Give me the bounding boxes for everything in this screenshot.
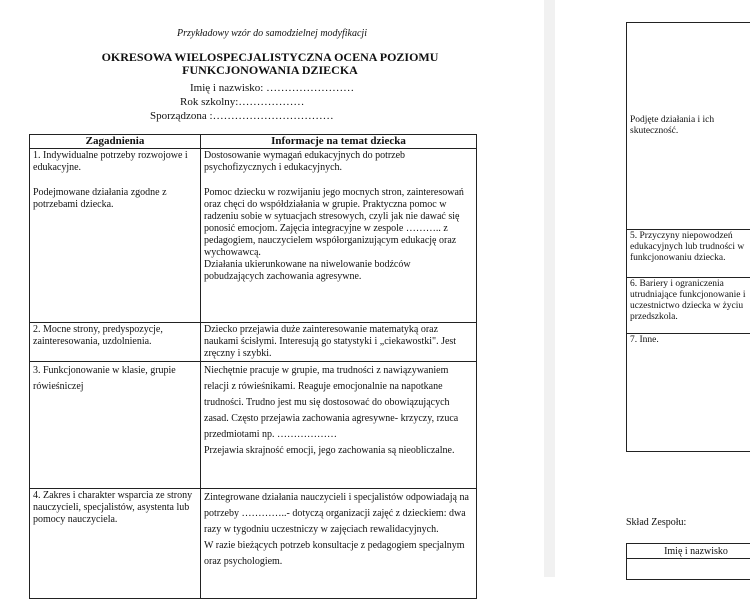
topic-cell <box>30 149 201 323</box>
topic-cell <box>30 489 201 599</box>
table-row <box>627 23 750 230</box>
table-row <box>30 323 477 362</box>
barriers-cell: 6. Bariery i ograniczenia utrudniające funkcjonowanie i uczestnictwo dziecka w życiu przedszkola. <box>627 278 750 334</box>
table-row <box>627 278 750 334</box>
team-header-row <box>627 544 750 559</box>
team-row <box>627 559 750 580</box>
table-header-row <box>30 135 477 149</box>
topic-text: 4. Zakres i charakter wsparcia ze strony nauczycieli, specjalistów, asystenta lub pomocy nauczyciela. <box>33 490 197 526</box>
failure-causes-cell: 5. Przyczyny niepowodzeń edukacyjnych lub trudności w funkcjonowaniu dziecka. <box>627 230 750 278</box>
topic-text: 3. Funkcjonowanie w klasie, grupie rówieśniczej <box>33 363 197 395</box>
topic-text: 1. Indywidualne potrzeby rozwojowe i edukacyjne. <box>33 150 197 174</box>
table-row <box>627 230 750 278</box>
other-cell: 7. Inne. <box>627 334 750 452</box>
team-table <box>626 543 750 580</box>
prepared-by-field: Sporządzona :…………………………… <box>150 110 334 122</box>
info-text: Niechętnie pracuje w grupie, ma trudności z nawiązywaniem relacji z rówieśnikami. Reaguje emocjonalnie na napotkane trudności. Trudno jest mu się dostosować do obowiązujących zasad. Często przejawia zachowania agresywne- krzyczy, rzuca przedmiotami np. ……………… <box>204 363 473 443</box>
info-cell <box>201 149 477 323</box>
school-year-field: Rok szkolny:……………… <box>180 96 304 108</box>
topic-text: Podejmowane działania zgodne z potrzebami dziecka. <box>33 187 197 211</box>
info-text: Dostosowanie wymagań edukacyjnych do potrzeb psychofizycznych i edukacyjnych. <box>204 150 473 174</box>
info-text: Zintegrowane działania nauczycieli i specjalistów odpowiadają na potrzeby …………..- dotyczą organizacji zajęć z dzieckiem: dwa razy w tygodniu uczestniczy w zajęciach rewalidacyjnych. <box>204 490 473 538</box>
document-title <box>60 51 480 77</box>
page-gutter <box>544 0 555 577</box>
info-cell <box>201 362 477 489</box>
table-row <box>627 334 750 452</box>
document-subtitle: Przykładowy wzór do samodzielnej modyfikacji <box>0 28 544 39</box>
header-child-info: Informacje na temat dziecka <box>201 135 477 149</box>
info-text: Przejawia skrajność emocji, jego zachowania są nieobliczalne. <box>204 443 473 459</box>
table-row <box>30 362 477 489</box>
table-row <box>30 149 477 323</box>
topic-text: 2. Mocne strony, predyspozycje, zainteresowania, uzdolnienia. <box>33 324 197 348</box>
title-line-1: OKRESOWA WIELOSPECJALISTYCZNA OCENA POZIOMU <box>60 51 480 64</box>
info-text: W razie bieżących potrzeb konsultacje z pedagogiem specjalnym oraz psychologiem. <box>204 538 473 570</box>
team-header-name: Imię i nazwisko <box>627 544 750 559</box>
actions-effectiveness-cell: Podjęte działania i ich skuteczność. <box>627 23 750 230</box>
name-field: Imię i nazwisko: …………………… <box>190 82 354 94</box>
team-label: Skład Zespołu: <box>626 517 686 528</box>
table-row <box>30 489 477 599</box>
topic-cell <box>30 362 201 489</box>
title-line-2: FUNKCJONOWANIA DZIECKA <box>60 64 480 77</box>
info-text: Dziecko przejawia duże zainteresowanie matematyką oraz naukami ścisłymi. Interesują go statystyki i „ciekawostki". Jest zręczny i szybki. <box>204 324 473 360</box>
header-topics: Zagadnienia <box>30 135 201 149</box>
info-text: Pomoc dziecku w rozwijaniu jego mocnych stron, zainteresowań oraz chęci do współdziałania w grupie. Praktyczna pomoc w radzeniu sobie w sytuacjach stresowych, czyli jak nie dawać się ponosić emocjom. Zajęcia integracyjne w zespole ……….. z pedagogiem, nauczycielem współorganizującym edukację oraz wychowawcą. <box>204 187 473 259</box>
right-page-table <box>626 22 750 452</box>
info-cell <box>201 323 477 362</box>
topic-cell <box>30 323 201 362</box>
assessment-table <box>29 134 477 599</box>
info-text: Działania ukierunkowane na niwelowanie bodźców pobudzających zachowania agresywne. <box>204 259 473 283</box>
team-cell <box>627 559 750 580</box>
info-cell <box>201 489 477 599</box>
